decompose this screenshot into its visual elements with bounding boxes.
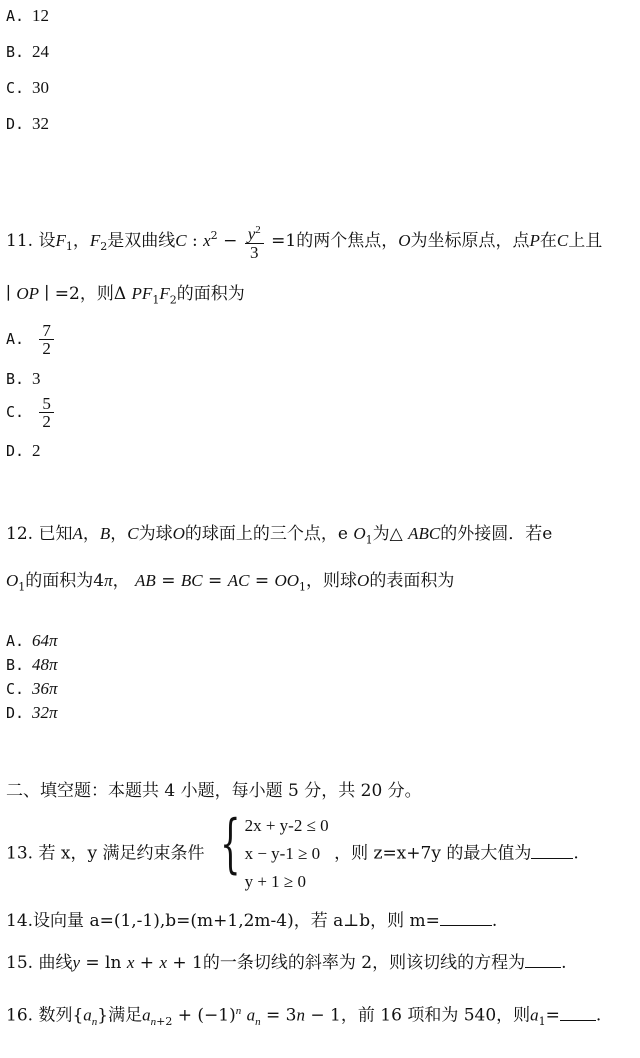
q12-option-c: C. 36π [6, 679, 58, 698]
constraint-row: x − y-1 ≥ 0 [244, 844, 321, 863]
q16-stem: 16. 数列$\{a_n\}$满足$a_{n+2} + (-1)^n$ $a_n = 3n - 1$，前 16 项和为 540，则$a_1=$ . [6, 1005, 602, 1029]
question-number: 13. [6, 843, 34, 864]
q11-option-b: B. 3 [6, 369, 41, 388]
question-number: 16. [6, 1005, 34, 1026]
q11-option-d: D. 2 [6, 441, 41, 460]
answer-blank [531, 844, 573, 859]
left-brace-icon: { [220, 807, 241, 881]
constraint-row: 2x + y-2 ≤ 0 [244, 816, 329, 835]
answer-blank [440, 911, 492, 926]
question-number: 15. [6, 953, 34, 973]
q10-option-a: A. 12 [6, 6, 49, 25]
q11-option-c: C. $\frac{5}{2}$ [6, 395, 56, 430]
question-number: 12. [6, 524, 34, 544]
q12-option-d: D. 32π [6, 703, 58, 722]
q12-stem-line1: 12. 已知A，B，C为球O的球面上的三个点，e $O_1$为△ ABC的外接圆．若e [6, 524, 553, 547]
q12-option-b: B. 48π [6, 655, 58, 674]
constraint-system [210, 807, 329, 896]
q11-stem-line1: 11. 设$F_1$，$F_2$是双曲线C : $x^2$ − $\frac{y^2}{3}$ =1的两个焦点，O为坐标原点，点P在C上且 [6, 224, 603, 262]
constraint-row: y + 1 ≥ 0 [244, 872, 306, 891]
q15-stem: 15. 曲线y = ln x + x + 1的一条切线的斜率为 2，则该切线的方程为 . [6, 953, 567, 973]
q11-stem-line2: ∣ OP ∣ =2，则Δ $PF_1F_2$的面积为 [6, 284, 245, 307]
q12-option-a: A. 64π [6, 631, 58, 650]
q14-stem: 14.设向量 a=(1,-1),b=(m+1,2m-4)，若 a⊥b，则 m= . [6, 911, 498, 931]
question-number: 11. [6, 230, 34, 251]
q10-option-d: D. 32 [6, 114, 49, 133]
q11-option-a: A. $\frac{7}{2}$ [6, 322, 56, 357]
section-heading: 二、填空题：本题共 4 小题，每小题 5 分，共 20 分。 [6, 781, 422, 801]
answer-blank [560, 1006, 596, 1021]
q13-stem: 13. 若 x，y 满足约束条件 { 2x + y-2 ≤ 0 x − y-1 ≥ 0 y + 1 ≥ 0 ，则 z=x+7y 的最大值为 . [6, 812, 579, 896]
fraction-y2-over-3: $\frac{y^2}{3}$ [245, 222, 264, 261]
q12-stem-line2: $O_1$的面积为4π， AB = BC = AC = $OO_1$，则球O的表面积为 [6, 571, 455, 594]
answer-blank [525, 953, 561, 968]
q10-option-b: B. 24 [6, 42, 49, 61]
q10-option-c: C. 30 [6, 78, 49, 97]
